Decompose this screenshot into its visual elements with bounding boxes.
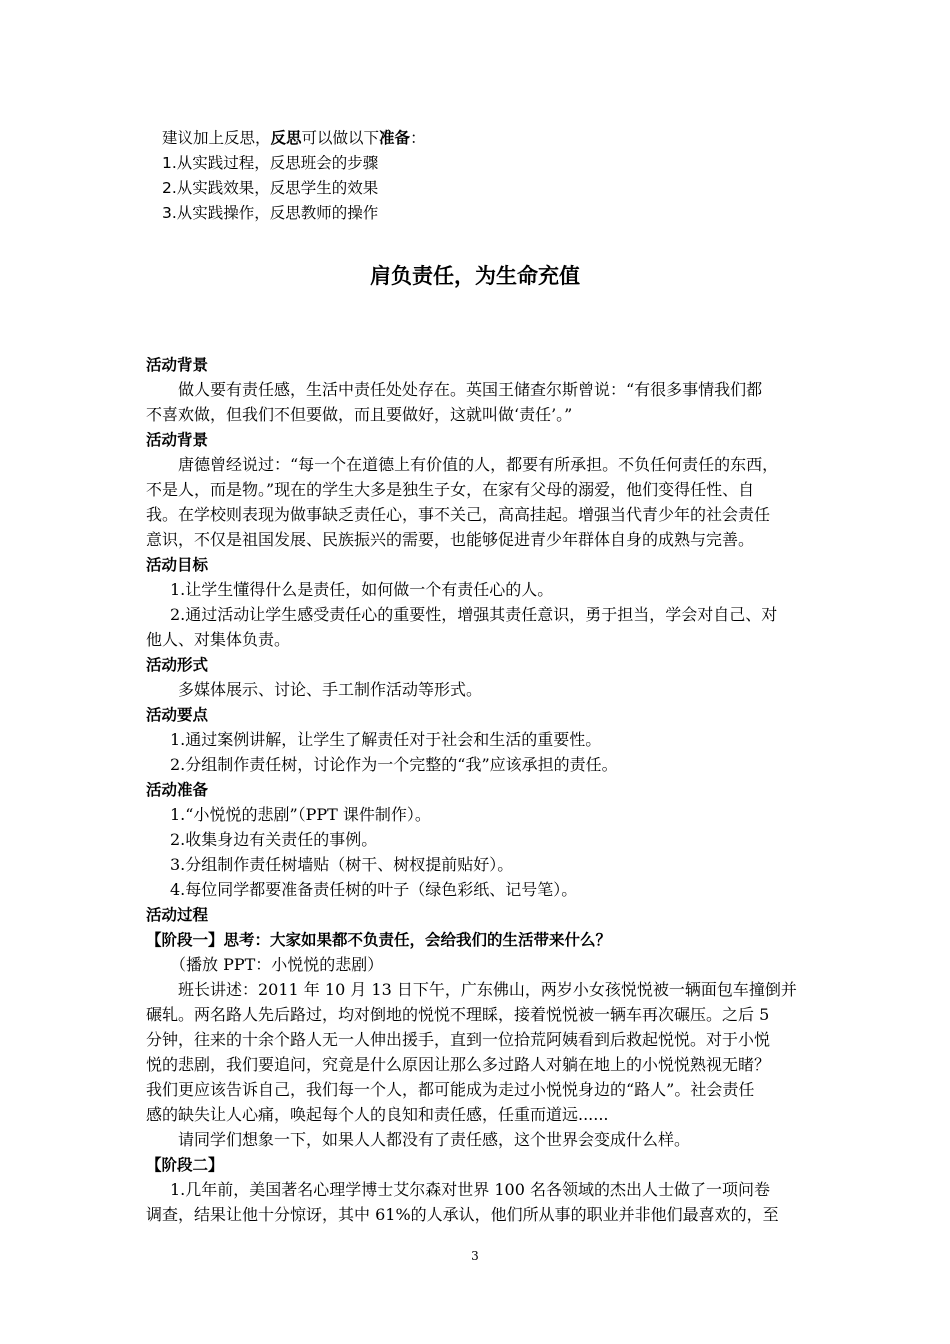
intro-item: 3.从实践操作，反思教师的操作 [162, 204, 379, 222]
paragraph-line: 我。在学校则表现为做事缺乏责任心，事不关己，高高挂起。增强当代青少年的社会责任 [146, 505, 771, 524]
paragraph-line: 请同学们想象一下，如果人人都没有了责任感，这个世界会变成什么样。 [178, 1130, 691, 1149]
section-heading: 活动过程 [146, 906, 209, 924]
intro-text: 可以做以下 [301, 129, 380, 147]
intro-bold-reflect: 反思 [270, 129, 302, 147]
list-item: 2.通过活动让学生感受责任心的重要性，增强其责任意识，勇于担当，学会对自己、对 [170, 605, 778, 624]
list-item: 他人、对集体负责。 [146, 630, 291, 649]
paragraph-line: 不是人，而是物。”现在的学生大多是独生子女，在家有父母的溺爱，他们变得任性、自 [146, 480, 755, 499]
list-item: 1.让学生懂得什么是责任，如何做一个有责任心的人。 [170, 580, 554, 599]
paragraph-line: 做人要有责任感，生活中责任处处存在。英国王储查尔斯曾说：“有很多事情我们都 [178, 380, 763, 399]
paragraph-line: 1.几年前，美国著名心理学博士艾尔森对世界 100 名各领域的杰出人士做了一项问卷 [170, 1180, 770, 1199]
section-heading: 活动形式 [146, 656, 209, 674]
intro-item: 1.从实践过程，反思班会的步骤 [162, 154, 379, 172]
paragraph-line: 悦的悲剧，我们要追问，究竟是什么原因让那么多过路人对躺在地上的小悦悦熟视无睹？ [146, 1055, 771, 1074]
list-item: 2.收集身边有关责任的事例。 [170, 830, 378, 849]
section-heading: 活动目标 [146, 556, 209, 574]
paragraph-line: 碾轧。两名路人先后路过，均对倒地的悦悦不理睬，接着悦悦被一辆车再次碾压。之后 5 [146, 1005, 770, 1024]
intro-line [162, 128, 426, 148]
section-heading: 活动要点 [146, 706, 209, 724]
list-item: 2.分组制作责任树，讨论作为一个完整的“我”应该承担的责任。 [170, 755, 618, 774]
paragraph-line: 多媒体展示、讨论、手工制作活动等形式。 [178, 680, 483, 699]
stage-heading: 【阶段一】思考：大家如果都不负责任，会给我们的生活带来什么？ [146, 931, 612, 949]
section-heading: 活动背景 [146, 431, 209, 449]
paragraph-line: （播放 PPT：小悦悦的悲剧） [170, 955, 384, 974]
stage-heading: 【阶段二】 [146, 1156, 224, 1174]
section-heading: 活动准备 [146, 781, 209, 799]
paragraph-line: 意识，不仅是祖国发展、民族振兴的需要，也能够促进青少年群体自身的成熟与完善。 [146, 530, 755, 549]
section-heading: 活动背景 [146, 356, 209, 374]
list-item: 3.分组制作责任树墙贴（树干、树杈提前贴好）。 [170, 855, 514, 874]
paragraph-line: 感的缺失让人心痛，唤起每个人的良知和责任感，任重而道远...... [146, 1105, 609, 1124]
paragraph-line: 唐德曾经说过：“每一个在道德上有价值的人，都要有所承担。不负任何责任的东西， [178, 455, 779, 474]
list-item: 1.通过案例讲解，让学生了解责任对于社会和生活的重要性。 [170, 730, 602, 749]
paragraph-line: 分钟，往来的十余个路人无一人伸出援手，直到一位拾荒阿姨看到后救起悦悦。对于小悦 [146, 1030, 771, 1049]
paragraph-line: 班长讲述：2011 年 10 月 13 日下午，广东佛山，两岁小女孩悦悦被一辆面包车撞倒并 [178, 980, 797, 999]
document-title: 肩负责任，为生命充值 [370, 264, 580, 288]
paragraph-line: 我们更应该告诉自己，我们每一个人，都可能成为走过小悦悦身边的“路人”。社会责任 [146, 1080, 755, 1099]
list-item: 4.每位同学都要准备责任树的叶子（绿色彩纸、记号笔）。 [170, 880, 578, 899]
intro-item: 2.从实践效果，反思学生的效果 [162, 179, 379, 197]
paragraph-line: 不喜欢做，但我们不但要做，而且要做好，这就叫做‘责任’。” [146, 405, 573, 424]
list-item: 1.“小悦悦的悲剧”（PPT 课件制作）。 [170, 805, 431, 824]
intro-text: ： [410, 129, 426, 147]
page-number: 3 [471, 1249, 479, 1263]
intro-text: 建议加上反思， [162, 129, 271, 147]
intro-bold-prepare: 准备 [379, 129, 411, 147]
paragraph-line: 调查，结果让他十分惊讶，其中 61%的人承认，他们所从事的职业并非他们最喜欢的，至 [146, 1205, 779, 1224]
